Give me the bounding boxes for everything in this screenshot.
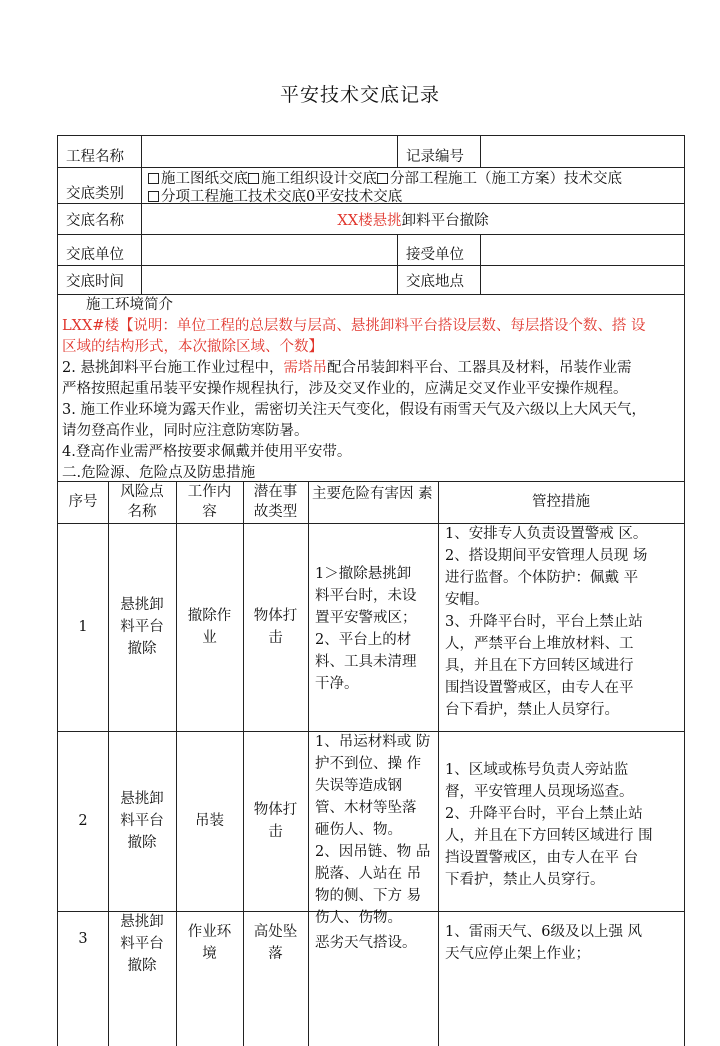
checkbox-item-project[interactable] [148,191,159,202]
row-project [58,136,684,168]
col-header-work: 工作内 容 [187,484,232,520]
category-options [141,168,684,203]
environment-item-2: 2. 悬挑卸料平台施工作业过程中，需塔吊配合吊装卸料平台、工器具及材料，吊装作业需 严格按照起重吊装平安操作规程执行，涉及交叉作业的，应满足交叉作业平安操作规程。 [62,360,632,397]
col-header-factors: 主要危险有害因 素 [312,486,433,502]
disclosure-name-label: 交底名称 [66,212,124,229]
row-1-no: 1 [78,619,88,635]
environment-item-3: 3. 施工作业环境为露天作业，需密切关注天气变化，假设有雨雪天气及六级以上大风天气， 请勿登高作业，同时应注意防寒防暑。 [62,402,646,439]
row-3-no: 3 [78,931,88,947]
disclosure-time-label: 交底时间 [66,273,124,290]
row-2-accident-type: 物体打 击 [253,802,298,840]
row-time-place [58,266,684,295]
row-2-factors: 1、吊运材料或 防 护不到位、操 作 失误等造成钢 管、木材等坠落 砸伤人、物。 2、因吊链、物 品 脱落、人站在 吊 物的侧、下方 易 伤人、伤物。 [315,734,431,926]
record-no-value[interactable] [480,136,684,167]
col-header-risk-point: 风险点 名称 [120,484,164,520]
row-1-risk-point: 悬挑卸 料平台 撤除 [120,597,164,657]
environment-item-1: LXX#楼【说明：单位工程的总层数与层高、悬挑卸料平台搭设层数、每层搭设个数、搭 设 区域的结构形式，本次撤除区域、个数】 [62,318,646,355]
row-3-risk-point: 悬挑卸 料平台 撤除 [120,914,164,974]
disclosure-place-value[interactable] [480,266,684,294]
page-title: 平安技术交底记录 [279,84,440,106]
row-1-accident-type: 物体打 击 [253,608,298,646]
row-1-factors: 1＞撤除悬挑卸 料平台时，未设 置平安警戒区； 2、平台上的材 料、工具未清理 干净。 [315,566,417,692]
record-form [57,135,685,1046]
row-3-accident-type: 高处坠 落 [253,924,298,962]
col-header-measures: 管控措施 [532,494,590,510]
row-1-measures: 1、安排专人负责设置警戒 区。 2、搭设期间平安管理人员现 场 进行监督。个体防护：佩戴 平 安帽。 3、升降平台时，平台上禁止站 人，严禁平台上堆放材料、工 具，并且在下方回转区域进行 围挡设置警戒区，由专人在平 台下看护，禁止人员穿行。 [445,526,648,718]
environment-heading: 施工环境简介 [86,297,173,313]
col-header-accident-type: 潜在事 故类型 [253,484,298,520]
row-2-no: 2 [78,813,88,829]
row-disclosure-name [58,204,684,235]
record-no-label: 记录编号 [397,136,480,167]
disclosure-place-label: 交底地点 [397,266,480,294]
category-line-2: 分项工程施工技术交底0平安技术交底 [148,185,402,206]
checkbox-drawing[interactable] [148,173,159,184]
category-label: 交底类别 [66,186,124,202]
disclosure-unit-label: 交底单位 [66,246,124,263]
row-3-work: 作业环 境 [187,924,232,962]
row-3-factors: 恶劣天气搭设。 [315,935,417,951]
checkbox-org-design[interactable] [248,173,259,184]
row-2-risk-point: 悬挑卸 料平台 撤除 [120,791,164,851]
receiving-unit-value[interactable] [480,235,684,265]
checkbox-sub-project[interactable] [377,173,388,184]
checkbox-safety-marker[interactable]: 0 [306,189,316,205]
disclosure-time-value[interactable] [141,266,397,294]
col-header-no: 序号 [68,494,98,510]
row-2-work: 吊装 [195,813,224,829]
section-2-heading: 二.危险源、危险点及防患措施 [62,465,256,481]
row-units [58,235,684,266]
row-2-measures: 1、区域或栋号负责人旁站监 督，平安管理人员现场巡查。 2、升降平台时，平台上禁止站 人，并且在下方回转区域进行 围 挡设置警戒区，由专人在平 台 下看护，禁止人员穿行。 [445,762,653,888]
environment-item-4: 4.登高作业需严格按要求佩戴并使用平安带。 [62,444,352,460]
row-category [58,168,684,204]
project-name-value[interactable] [141,136,397,167]
category-line-1: 施工图纸交底 施工组织设计交底 分部工程施工（施工方案）技术交底 [148,167,622,188]
disclosure-name-value: XX楼悬挑 卸料平台撤除 [141,204,684,234]
disclosure-unit-value[interactable] [141,235,397,265]
row-3-measures: 1、雷雨天气、6级及以上强 风 天气应停止架上作业； [445,924,643,962]
receiving-unit-label: 接受单位 [397,235,480,265]
project-name-label: 工程名称 [66,149,124,165]
row-1-work: 撤除作 业 [187,608,232,646]
